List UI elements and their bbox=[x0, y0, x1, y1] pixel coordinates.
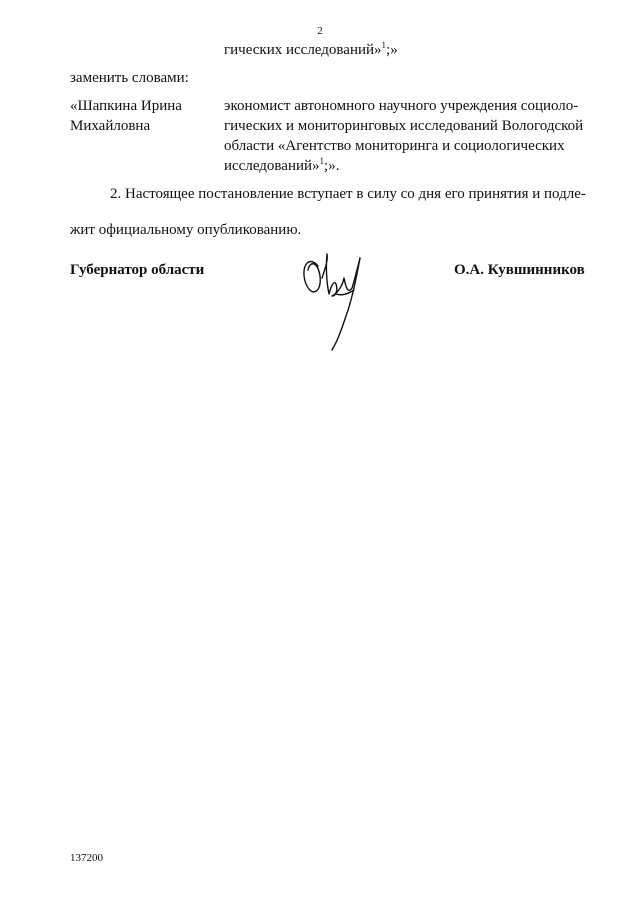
continuation-line bbox=[224, 42, 398, 59]
footnote-ref: 1 bbox=[381, 40, 387, 50]
page-number: 2 bbox=[317, 25, 323, 37]
paragraph-2-line: жит официальному опубликованию. bbox=[70, 222, 302, 238]
handwritten-signature-icon bbox=[296, 244, 376, 354]
document-code: 137200 bbox=[70, 852, 103, 864]
paragraph-2-line bbox=[70, 176, 590, 212]
signer-title: Губернатор области bbox=[70, 262, 205, 278]
entry-desc-line: области «Агентство мониторинга и социологических bbox=[224, 138, 565, 154]
signer-name: О.А. Кувшинников bbox=[454, 262, 585, 278]
paragraph-2 bbox=[70, 176, 590, 248]
entry-desc-line: гических и мониторинговых исследований Вологодской bbox=[224, 118, 584, 134]
continuation-tail: ;» bbox=[386, 42, 398, 58]
paragraph-2-line1: 2. Настоящее постановление вступает в силу со дня его принятия и подле- bbox=[110, 186, 586, 202]
entry-desc-line: экономист автономного научного учреждения социоло- bbox=[224, 98, 579, 114]
entry-desc-line bbox=[224, 156, 583, 177]
footnote-ref: 1 bbox=[319, 156, 325, 166]
entry-desc-last-text: исследований» bbox=[224, 158, 320, 174]
continuation-text: гических исследований» bbox=[224, 42, 382, 58]
entry-desc-last-tail: ;». bbox=[324, 158, 340, 174]
entry-description bbox=[224, 96, 583, 177]
entry-name-line: «Шапкина Ирина bbox=[70, 98, 182, 114]
entry-name-line: Михайловна bbox=[70, 118, 151, 134]
replace-label: заменить словами: bbox=[70, 70, 189, 86]
entry-name bbox=[70, 96, 182, 136]
